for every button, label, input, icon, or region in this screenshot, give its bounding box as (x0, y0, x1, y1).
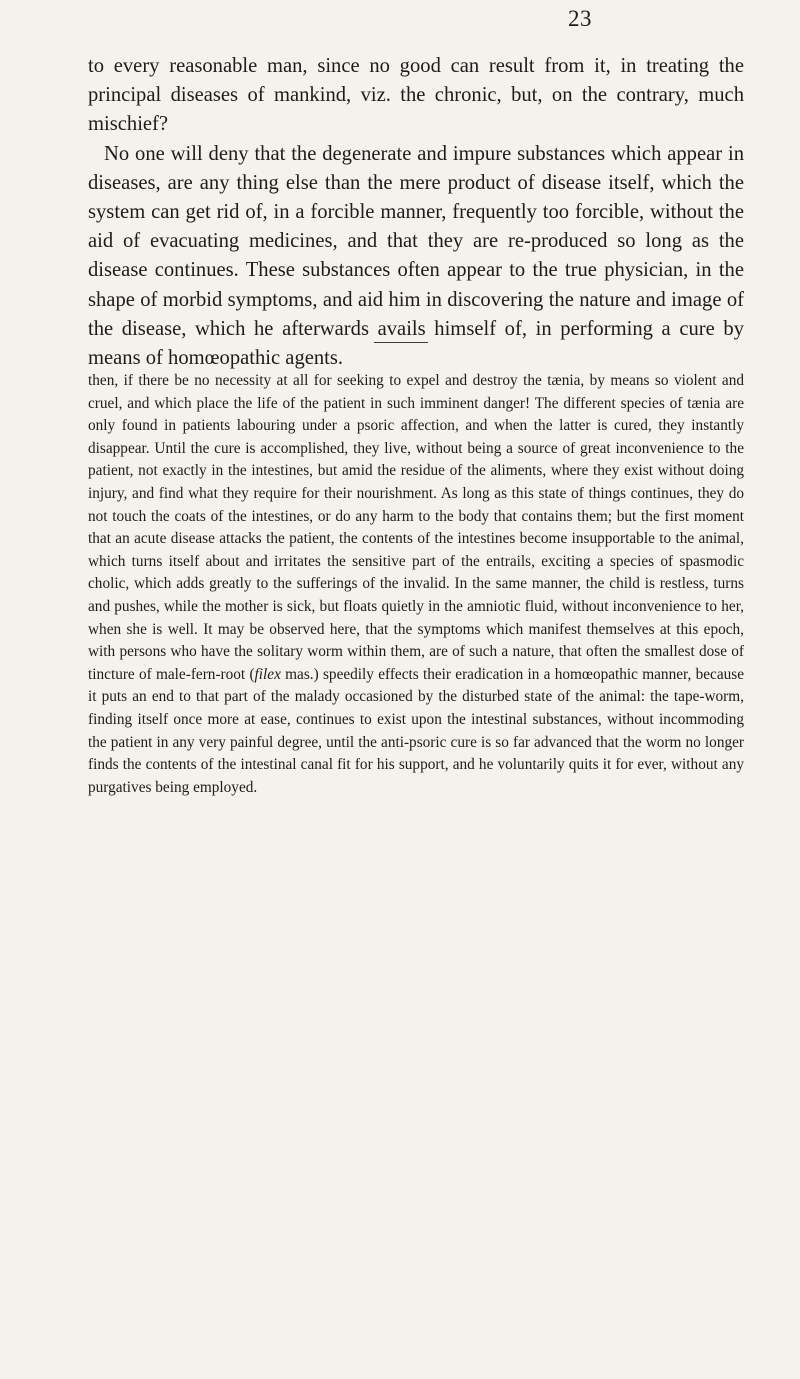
main-paragraph-1: to every reasonable man, since no good can result from it, in treating the principal diseases of mankind, viz. the chronic, but, on the contrary, much mischief? (88, 55, 744, 136)
footnote-block (88, 370, 744, 799)
footnote-text-part-1: then, if there be no necessity at all for seeking to expel and destroy the tænia, by means so violent and cruel, and which place the life of the patient in such imminent danger! The different species of tænia are only found in patients labouring under a psoric affection, and when the latter is cured, they instantly disappear. Until the cure is accomplished, they live, without being a source of great inconvenience to the patient, not exactly in the intestines, but amid the residue of the aliments, where they exist without doing injury, and find what they require for their nourishment. As long as this state of things continues, they do not touch the coats of the intestines, or do any harm to the body that contains them; but the first moment that an acute disease attacks the patient, the contents of the intestines become insupportable to the animal, which turns itself about and irritates the sensitive part of the entrails, exciting a species of spasmodic cholic, which adds greatly to the sufferings of the invalid. In the same manner, the child is restless, turns and pushes, while the mother is sick, but floats quietly in the amniotic fluid, without inconvenience to her, when she is well. It may be observed here, that the symptoms which manifest themselves at this epoch, with persons who have the solitary worm within them, are of such a nature, that often the smallest dose of tincture of male-fern-root ( (88, 372, 744, 683)
footnote-italic-word: filex (254, 665, 281, 683)
page-number: 23 (568, 6, 592, 31)
footnote-separator-rule (374, 342, 428, 343)
footnote-text-part-2: mas.) speedily effects their eradication in a homœopathic manner, because it puts an end to that part of the malady occasioned by the disturbed state of the animal: the tape-worm, finding itself once more at ease, continues to exist upon the intestinal substances, without incommoding the patient in any very painful degree, until the anti-psoric cure is so far advanced that the worm no longer finds the contents of the intestinal canal fit for his support, and he voluntarily quits it for ever, without any purgatives being employed. (88, 665, 744, 796)
footnote-paragraph (88, 370, 744, 799)
main-paragraph-2: No one will deny that the degenerate and impure substances which appear in diseases, are any thing else than the mere product of disease itself, which the system can get rid of, in a forcible manner, frequently too forcible, without the aid of evacuating medicines, and that they are re-produced so long as the disease continues. These substances often appear to the true physician, in the shape of morbid symptoms, and aid him in discovering the nature and image of the disease, which he afterwards avails himself of, in performing a cure by means of homœopathic agents. (88, 142, 744, 370)
main-text-block (88, 52, 744, 373)
